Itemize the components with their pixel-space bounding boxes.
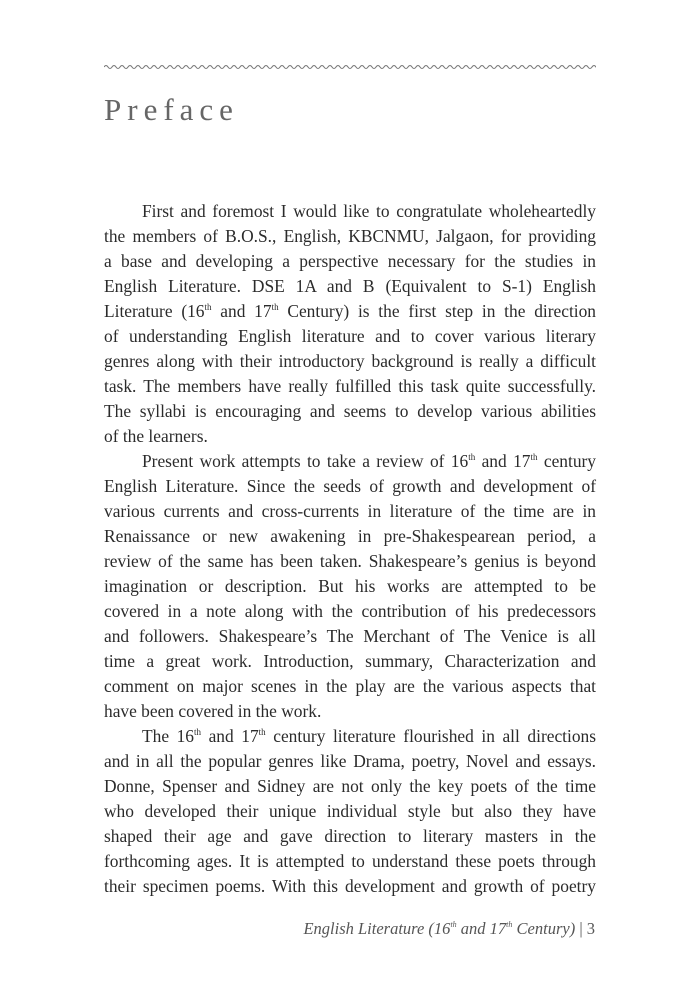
running-footer [303, 919, 595, 939]
text-line: comment on major scenes in the play are the various aspects that [104, 676, 596, 696]
text-line: of the learners. [104, 426, 208, 446]
wave-path [104, 66, 596, 69]
text-line: English Literature. Since the seeds of growth and development of [104, 476, 596, 496]
text-line: of understanding English literature and to cover various literary [104, 326, 596, 346]
page-number: 3 [586, 919, 595, 938]
text-line: have been covered in the work. [104, 701, 322, 721]
text-line: Present work attempts to take a review of 16th and 17th century [142, 451, 596, 471]
text-line: time a great work. Introduction, summary, Characterization and [104, 651, 596, 671]
text-line: a base and developing a perspective necessary for the studies in [104, 251, 596, 271]
text-line: and in all the popular genres like Drama, poetry, Novel and essays. [104, 751, 596, 771]
paragraph [104, 724, 596, 899]
paragraph [104, 449, 596, 724]
footer-separator: | [575, 919, 587, 938]
page-title: Preface [104, 92, 239, 127]
text-line: their specimen poems. With this development and growth of poetry [104, 876, 596, 896]
text-line: shaped their age and gave direction to literary masters in the [104, 826, 596, 846]
body-text [104, 199, 596, 899]
text-line: and followers. Shakespeare’s The Merchant of The Venice is all [104, 626, 596, 646]
text-line: Donne, Spenser and Sidney are not only the key poets of the time [104, 776, 596, 796]
text-line: various currents and cross-currents in literature of the time are in [104, 501, 596, 521]
footer-book-title: English Literature (16th and 17th Century) [303, 919, 576, 938]
text-line: English Literature. DSE 1A and B (Equivalent to S-1) English [104, 276, 596, 296]
text-line: imagination or description. But his works are attempted to be [104, 576, 596, 596]
text-line: review of the same has been taken. Shakespeare’s genius is beyond [104, 551, 596, 571]
paragraph [104, 199, 596, 449]
text-line: First and foremost I would like to congratulate wholeheartedly [142, 201, 596, 221]
wavy-divider [104, 62, 596, 72]
text-line: forthcoming ages. It is attempted to understand these poets through [104, 851, 596, 871]
text-line: The syllabi is encouraging and seems to develop various abilities [104, 401, 596, 421]
text-line: who developed their unique individual style but also they have [104, 801, 596, 821]
text-line: Renaissance or new awakening in pre-Shakespearean period, a [104, 526, 596, 546]
text-line: covered in a note along with the contribution of his predecessors [104, 601, 596, 621]
text-line: genres along with their introductory background is really a difficult [104, 351, 596, 371]
text-line: Literature (16th and 17th Century) is the first step in the direction [104, 301, 597, 321]
text-line: The 16th and 17th century literature flourished in all directions [142, 726, 596, 746]
text-line: the members of B.O.S., English, KBCNMU, Jalgaon, for providing [104, 226, 596, 246]
text-line: task. The members have really fulfilled this task quite successfully. [104, 376, 596, 396]
